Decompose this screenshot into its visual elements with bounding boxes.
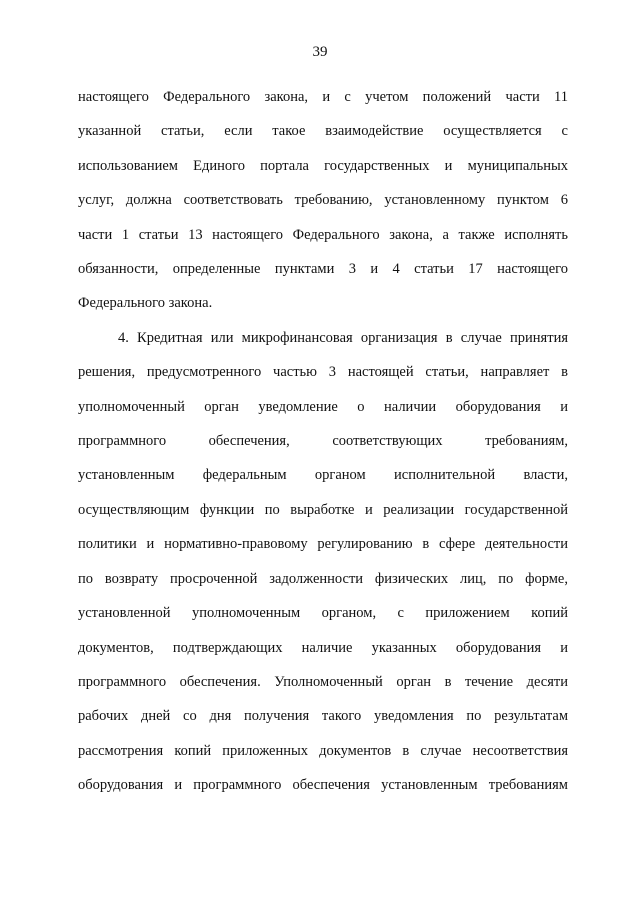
text-line: указанной статьи, если такое взаимодействие осуществляется с xyxy=(78,123,568,140)
text-line: рабочих дней со дня получения такого уведомления по результатам xyxy=(78,708,568,725)
paragraph-item-4 xyxy=(78,321,568,803)
text-line-first-indented: 4. Кредитная или микрофинансовая организация в случае принятия xyxy=(118,329,568,346)
text-line: уполномоченный орган уведомление о наличии оборудования и xyxy=(78,398,568,415)
text-line: программного обеспечения. Уполномоченный орган в течение десяти xyxy=(78,673,568,690)
text-line: Федерального закона. xyxy=(78,295,213,312)
text-line: осуществляющим функции по выработке и реализации государственной xyxy=(78,501,568,518)
text-line: части 1 статьи 13 настоящего Федерального закона, а также исполнять xyxy=(78,226,568,243)
text-line: документов, подтверждающих наличие указанных оборудования и xyxy=(78,639,568,656)
text-line: оборудования и программного обеспечения установленным требованиям xyxy=(78,777,568,794)
text-line: политики и нормативно-правовому регулированию в сфере деятельности xyxy=(78,536,568,553)
text-line: рассмотрения копий приложенных документов в случае несоответствия xyxy=(78,742,568,759)
text-line: настоящего Федерального закона, и с учетом положений части 11 xyxy=(78,89,568,105)
text-line: обязанности, определенные пунктами 3 и 4 статьи 17 настоящего xyxy=(78,261,568,278)
text-line: установленной уполномоченным органом, с приложением копий xyxy=(78,605,568,622)
text-line: программного обеспечения, соответствующих требованиям, xyxy=(78,433,568,450)
text-line: услуг, должна соответствовать требованию, установленному пунктом 6 xyxy=(78,192,568,209)
text-line: использованием Единого портала государственных и муниципальных xyxy=(78,157,568,174)
text-line: по возврату просроченной задолженности физических лиц, по форме, xyxy=(78,570,568,587)
text-line: установленным федеральным органом исполнительной власти, xyxy=(78,467,568,484)
page-number: 39 xyxy=(312,44,328,60)
paragraph-continuation xyxy=(78,80,568,321)
document-body xyxy=(78,80,568,803)
text-line: решения, предусмотренного частью 3 настоящей статьи, направляет в xyxy=(78,364,568,381)
